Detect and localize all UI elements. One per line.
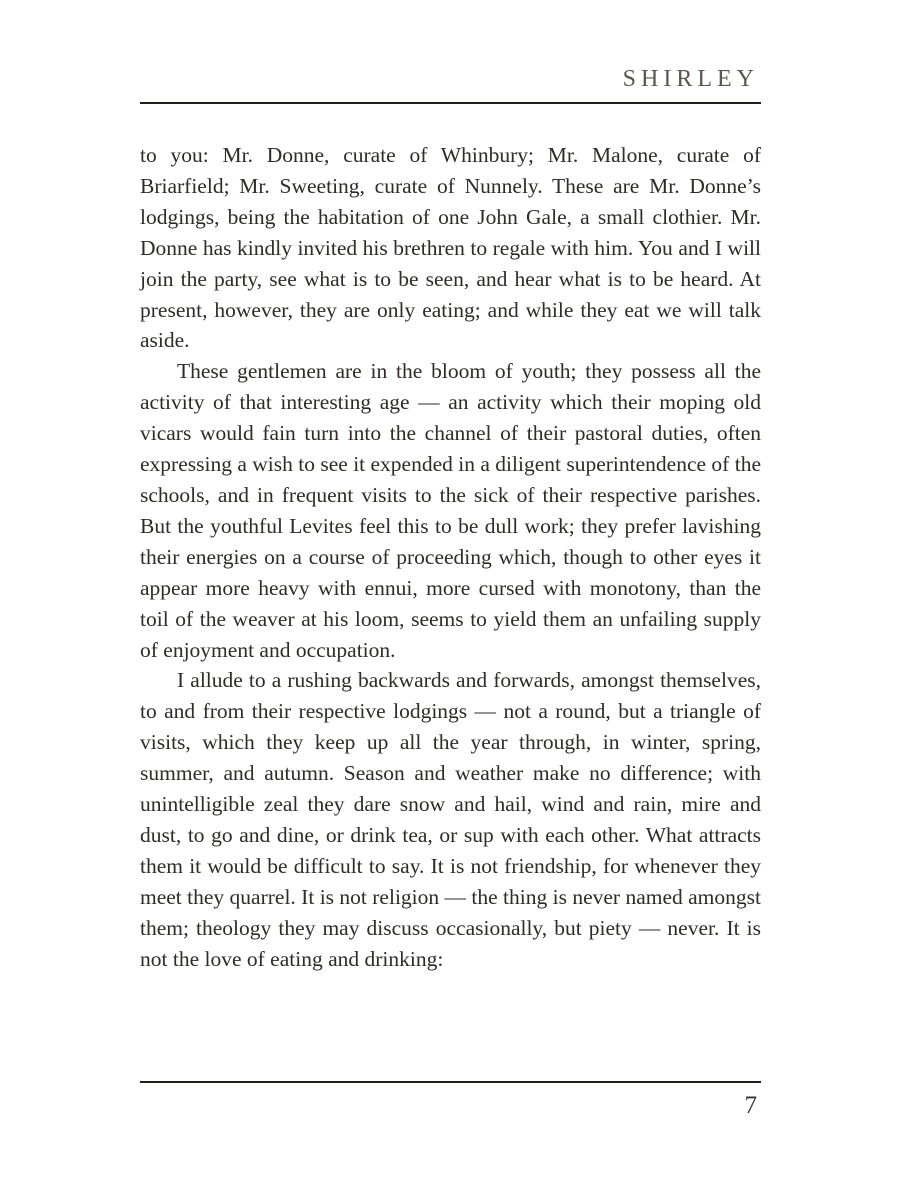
- body-paragraph: to you: Mr. Donne, curate of Whinbury; Mr. Malone, curate of Briarfield; Mr. Sweeting, curate of Nunnely. These are Mr. Donne’s lodgings, being the habitation of one John Gale, a small clothier. Mr. Donne has kindly invited his brethren to regale with him. You and I will join the party, see what is to be seen, and hear what is to be heard. At present, however, they are only eating; and while they eat we will talk aside.: [140, 143, 761, 353]
- header-rule: [140, 102, 761, 104]
- page-header: [140, 66, 761, 112]
- body-paragraph: I allude to a rushing backwards and forwards, amongst themselves, to and from their respective lodgings — not a round, but a triangle of visits, which they keep up all the year through, in winter, spring, summer, and autumn. Season and weather make no difference; with unintelligible zeal they dare snow and hail, wind and rain, mire and dust, to go and dine, or drink tea, or sup with each other. What attracts them it would be difficult to say. It is not friendship, for whenever they meet they quarrel. It is not religion — the thing is never named amongst them; theology they may discuss occasionally, but piety — never. It is not the love of eating and drinking:: [140, 668, 761, 971]
- page-number: 7: [744, 1092, 757, 1119]
- page-body: [140, 140, 761, 974]
- footer-rule: [140, 1081, 761, 1083]
- running-head-title: SHIRLEY: [622, 66, 759, 92]
- body-paragraph: These gentlemen are in the bloom of youth; they possess all the activity of that interesting age — an activity which their moping old vicars would fain turn into the channel of their pastoral duties, often expressing a wish to see it expended in a diligent superintendence of the schools, and in frequent visits to the sick of their respective parishes. But the youthful Levites feel this to be dull work; they prefer lavishing their energies on a course of proceeding which, though to other eyes it appear more heavy with ennui, more cursed with monotony, than the toil of the weaver at his loom, seems to yield them an unfailing supply of enjoyment and occupation.: [140, 359, 761, 662]
- page-footer: [140, 1081, 761, 1120]
